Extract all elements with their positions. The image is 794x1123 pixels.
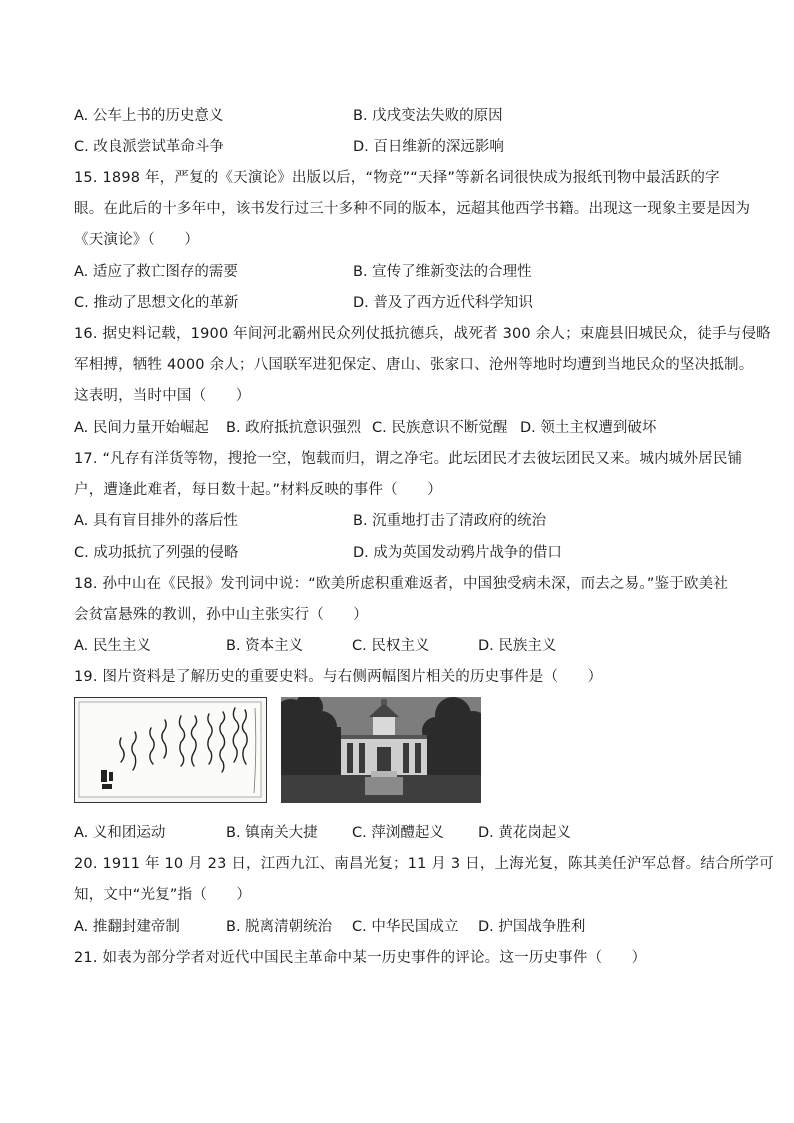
q18-option-d[interactable]: D. 民族主义 [478, 638, 557, 654]
q16-stem-line-1: 16. 据史料记载，1900 年间河北霸州民众列仗抵抗德兵，战死者 300 余人；束鹿县旧城民众，徒手与侵略 [74, 326, 771, 342]
q15-option-b[interactable]: B. 宣传了维新变法的合理性 [353, 264, 532, 280]
q16-option-d[interactable]: D. 领土主权遭到破坏 [520, 420, 657, 436]
q19-option-d[interactable]: D. 黄花岗起义 [478, 825, 571, 841]
q14-option-b[interactable]: B. 戊戌变法失败的原因 [353, 108, 503, 124]
q18-option-c[interactable]: C. 民权主义 [352, 638, 430, 654]
q14-option-c[interactable]: C. 改良派尝试革命斗争 [74, 139, 224, 155]
q20-stem-line-1: 20. 1911 年 10 月 23 日，江西九江、南昌光复；11 月 3 日，上海光复，陈其美任沪军总督。结合所学可 [74, 856, 774, 872]
q14-option-d[interactable]: D. 百日维新的深远影响 [353, 139, 504, 155]
q18-stem-line-1: 18. 孙中山在《民报》发刊词中说：“欧美所虑积重难返者，中国独受病未深，而去之易。”鉴于欧美社 [74, 576, 729, 592]
q15-stem-line-1: 15. 1898 年，严复的《天演论》出版以后，“物竞”“天择”等新名词很快成为报纸刊物中最活跃的字 [74, 170, 720, 186]
q17-option-b[interactable]: B. 沉重地打击了清政府的统治 [353, 513, 547, 529]
q18-stem-line-2: 会贫富悬殊的教训，孙中山主张实行（ ） [74, 607, 368, 623]
q17-stem-line-1: 17. “凡存有洋货等物，搜抢一空，饱载而归，谓之净宅。此坛团民才去彼坛团民又来。城内城外居民铺 [74, 451, 743, 467]
q15-stem-line-2: 眼。在此后的十多年中，该书发行过三十多种不同的版本，远超其他西学书籍。出现这一现象主要是因为 [74, 201, 751, 217]
q15-option-d[interactable]: D. 普及了西方近代科学知识 [353, 295, 533, 311]
q16-stem-line-2: 军相搏，牺牲 4000 余人；八国联军进犯保定、唐山、张家口、沧州等地时均遭到当地民众的坚决抵制。 [74, 357, 754, 373]
q20-option-c[interactable]: C. 中华民国成立 [352, 919, 459, 935]
q20-option-d[interactable]: D. 护国战争胜利 [478, 919, 586, 935]
q16-stem-line-3: 这表明，当时中国（ ） [74, 388, 251, 404]
q16-option-c[interactable]: C. 民族意识不断觉醒 [372, 420, 508, 436]
q17-option-a[interactable]: A. 具有盲目排外的落后性 [74, 513, 238, 529]
q19-option-a[interactable]: A. 义和团运动 [74, 825, 166, 841]
q18-option-b[interactable]: B. 资本主义 [226, 638, 304, 654]
q21-stem-line-1: 21. 如表为部分学者对近代中国民主革命中某一历史事件的评论。这一历史事件（ ） [74, 950, 647, 966]
q20-option-a[interactable]: A. 推翻封建帝制 [74, 919, 180, 935]
q20-stem-line-2: 知，文中“光复”指（ ） [74, 887, 252, 903]
q19-option-c[interactable]: C. 萍浏醴起义 [352, 825, 444, 841]
q18-option-a[interactable]: A. 民生主义 [74, 638, 151, 654]
q20-option-b[interactable]: B. 脱离清朝统治 [226, 919, 333, 935]
q14-option-a[interactable]: A. 公车上书的历史意义 [74, 108, 224, 124]
q19-option-b[interactable]: B. 镇南关大捷 [226, 825, 318, 841]
q17-stem-line-2: 户，遭逢此难者，每日数十起。”材料反映的事件（ ） [74, 482, 442, 498]
q15-option-c[interactable]: C. 推动了思想文化的革新 [74, 295, 239, 311]
q15-stem-line-3: 《天演论》（ ） [74, 232, 200, 248]
q16-option-a[interactable]: A. 民间力量开始崛起 [74, 420, 209, 436]
q16-option-b[interactable]: B. 政府抵抗意识强烈 [226, 420, 362, 436]
q17-option-d[interactable]: D. 成为英国发动鸦片战争的借口 [353, 545, 562, 561]
q15-option-a[interactable]: A. 适应了救亡图存的需要 [74, 264, 238, 280]
handwritten-manuscript-image [74, 697, 267, 803]
memorial-photo-image [281, 697, 481, 803]
q17-option-c[interactable]: C. 成功抵抗了列强的侵略 [74, 545, 239, 561]
q19-stem-line-1: 19. 图片资料是了解历史的重要史料。与右侧两幅图片相关的历史事件是（ ） [74, 669, 603, 685]
